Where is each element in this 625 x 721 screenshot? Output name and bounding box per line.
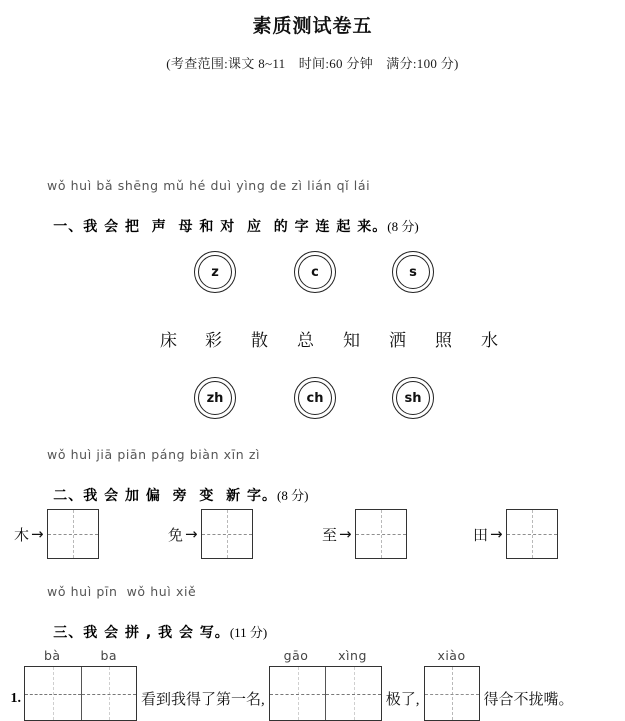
hanzi-option-7[interactable]: 照 <box>435 331 452 351</box>
answer-box-2[interactable] <box>201 509 253 559</box>
hanzi-option-1[interactable]: 床 <box>160 331 177 351</box>
answer-cell[interactable] <box>325 667 381 720</box>
arrow-right-icon: → <box>31 524 44 543</box>
arrow-right-icon: → <box>490 524 503 543</box>
pinyin-hint-baba <box>24 648 137 663</box>
answer-box-4[interactable] <box>506 509 558 559</box>
answer-grid-gaoxing[interactable] <box>269 666 382 721</box>
pinyin-gao: gāo <box>283 648 309 663</box>
initial-circle-s-label: s <box>396 255 430 289</box>
section-one-pinyin: wǒ huì bǎ shēng mǔ hé duì yìng de zì lián qǐ lái <box>47 178 371 193</box>
section-two-pinyin: wǒ huì jiā piān páng biàn xīn zì <box>47 447 261 462</box>
initial-circle-zh[interactable] <box>194 377 236 419</box>
answer-cell[interactable] <box>270 667 326 720</box>
section-two-points: (8 分) <box>277 488 309 503</box>
hanzi-choice-row <box>0 326 625 356</box>
initial-circle-ch[interactable] <box>294 377 336 419</box>
initial-circle-c[interactable] <box>294 251 336 293</box>
exam-info-subtitle: (考查范围:课文 8~11 时间:60 分钟 满分:100 分) <box>166 56 459 71</box>
answer-cell[interactable] <box>25 667 81 720</box>
pinyin-ba1: bà <box>43 648 61 663</box>
page-title: 素质测试卷五 <box>252 15 373 37</box>
hanzi-option-3[interactable]: 散 <box>251 331 268 351</box>
arrow-right-icon: → <box>185 524 198 543</box>
initial-circle-sh[interactable] <box>392 377 434 419</box>
radical-base-char-2: 免 <box>168 525 184 544</box>
radical-base-char-1: 木 <box>14 525 30 544</box>
hanzi-option-8[interactable]: 水 <box>481 331 498 351</box>
hanzi-option-6[interactable]: 洒 <box>389 331 406 351</box>
initials-row-bottom <box>0 377 625 429</box>
radical-item-2 <box>168 509 253 559</box>
initial-circle-zh-label: zh <box>198 381 232 415</box>
answer-box-1[interactable] <box>47 509 99 559</box>
section-three-pinyin: wǒ huì pīn wǒ huì xiě <box>47 584 197 599</box>
section-three-title-text: 三、我 会 拼 , 我 会 写。 <box>53 625 230 641</box>
radical-base-char-4: 田 <box>473 525 489 544</box>
initial-circle-ch-label: ch <box>298 381 332 415</box>
section-one-title-text: 一、我 会 把 声 母 和 对 应 的 字 连 起 来。 <box>53 219 388 235</box>
sentence-text-1: 看到我得了第一名, <box>141 692 265 708</box>
write-blank-gaoxing <box>269 648 382 721</box>
answer-grid-xiao[interactable] <box>424 666 480 721</box>
question-row-1 <box>0 648 625 721</box>
initials-row-top <box>0 251 625 303</box>
sentence-text-3: 得合不拢嘴。 <box>483 692 574 708</box>
initial-circle-z[interactable] <box>194 251 236 293</box>
hanzi-option-5[interactable]: 知 <box>343 331 360 351</box>
section-one-title <box>18 200 419 252</box>
question-number-1: 1. <box>10 691 21 706</box>
hanzi-option-2[interactable]: 彩 <box>205 331 222 351</box>
radical-item-3 <box>322 509 407 559</box>
pinyin-xiao: xiào <box>437 648 466 663</box>
answer-cell[interactable] <box>81 667 137 720</box>
pinyin-xing: xìng <box>338 648 367 663</box>
section-one-points: (8 分) <box>387 219 419 234</box>
answer-grid-baba[interactable] <box>24 666 137 721</box>
answer-box-3[interactable] <box>355 509 407 559</box>
section-two-title-text: 二、我 会 加 偏 旁 变 新 字。 <box>53 488 277 504</box>
sentence-text-2: 极了, <box>385 692 420 708</box>
write-blank-baba <box>24 648 137 721</box>
radical-base-char-3: 至 <box>322 525 338 544</box>
pinyin-hint-xiao <box>424 648 480 663</box>
hanzi-option-4[interactable]: 总 <box>297 331 314 351</box>
radical-item-1 <box>14 509 99 559</box>
initial-circle-z-label: z <box>198 255 232 289</box>
pinyin-hint-gaoxing <box>269 648 382 663</box>
initial-circle-s[interactable] <box>392 251 434 293</box>
initial-circle-sh-label: sh <box>396 381 430 415</box>
arrow-right-icon: → <box>339 524 352 543</box>
section-three-points: (11 分) <box>229 625 268 640</box>
pinyin-ba2: ba <box>100 648 118 663</box>
radical-item-4 <box>473 509 558 559</box>
initial-circle-c-label: c <box>298 255 332 289</box>
write-blank-xiao <box>424 648 480 721</box>
